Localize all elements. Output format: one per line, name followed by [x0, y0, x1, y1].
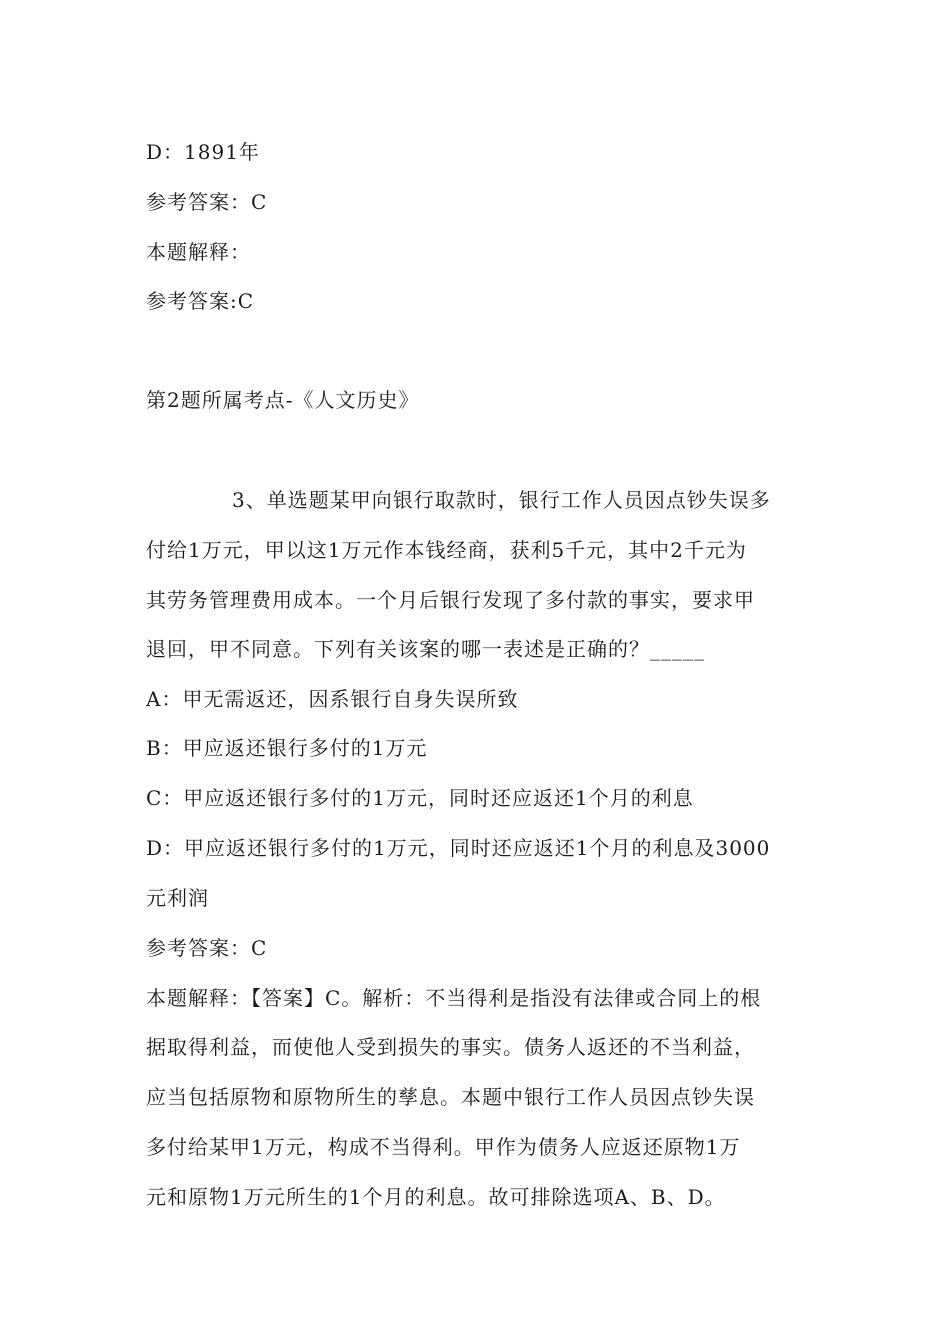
- q3-option-c: C：甲应返还银行多付的1万元，同时还应返还1个月的利息: [146, 786, 694, 810]
- q2-topic: 第2题所属考点-《人文历史》: [146, 388, 420, 412]
- q3-stem-line: 3、单选题某甲向银行取款时，银行工作人员因点钞失误多: [232, 488, 771, 512]
- q3-stem-line: 退回，甲不同意。下列有关该案的哪一表述是正确的？_____: [146, 637, 705, 661]
- q2-answer-repeat: 参考答案:C: [146, 289, 255, 313]
- q3-option-d: D：甲应返还银行多付的1万元，同时还应返还1个月的利息及3000: [146, 836, 771, 860]
- q3-explanation-line: 元和原物1万元所生的1个月的利息。故可排除选项A、B、D。: [146, 1185, 726, 1209]
- q2-explanation-label: 本题解释：: [146, 240, 251, 264]
- q2-answer: 参考答案：C: [146, 190, 268, 214]
- q3-answer: 参考答案：C: [146, 936, 268, 960]
- q2-option-d: D：1891年: [146, 140, 260, 164]
- q3-option-d-continued: 元利润: [146, 886, 209, 910]
- q3-explanation-line: 本题解释：【答案】C。解析：不当得利是指没有法律或合同上的根: [146, 986, 762, 1010]
- q3-explanation-line: 应当包括原物和原物所生的孳息。本题中银行工作人员因点钞失误: [146, 1085, 755, 1109]
- q3-explanation-line: 据取得利益，而使他人受到损失的事实。债务人返还的不当利益，: [146, 1035, 755, 1059]
- q3-stem-line: 其劳务管理费用成本。一个月后银行发现了多付款的事实，要求甲: [146, 588, 755, 612]
- q3-option-b: B：甲应返还银行多付的1万元: [146, 736, 428, 760]
- q3-stem-line: 付给1万元，甲以这1万元作本钱经商，获利5千元，其中2千元为: [146, 538, 747, 562]
- q3-explanation-line: 多付给某甲1万元，构成不当得利。甲作为债务人应返还原物1万: [146, 1135, 741, 1159]
- q3-option-a: A：甲无需返还，因系银行自身失误所致: [146, 687, 519, 711]
